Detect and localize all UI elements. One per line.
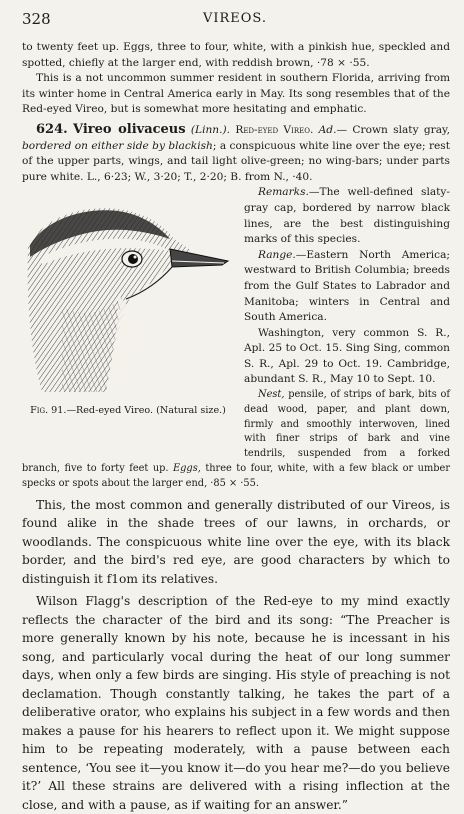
species-number: 624. <box>36 121 68 137</box>
paragraph-resident: This is a not uncommon summer resident in southern Florida, arriving from its winter home in Central America early in May. Its song resembles that of the Red-eyed Vireo, but is somewhat more hesitating and emphatic. <box>22 72 450 116</box>
description-italic: bordered on either side by blackish <box>22 139 213 152</box>
range-label: Range. <box>258 248 296 261</box>
figure-caption-text: —Red-eyed Vireo. (Natural size.) <box>66 405 226 417</box>
eggs-text: three to four, white, with a few black or umber specks or spots about the larger end, ·85 × ·55. <box>22 463 451 489</box>
species-common-name: Red-eyed Vireo. <box>235 123 314 136</box>
paragraph-continued: to twenty feet up. Eggs, three to four, white, with a pinkish hue, speckled and spotted, chiefly at the larger end, with reddish brown, ·78 × ·55. <box>22 41 450 69</box>
range-text: —Eastern North America; westward to British Columbia; breeds from the Gulf States to Labrador and Manitoba; winters in Central and South America. <box>244 248 450 324</box>
nest-text: pensile, of strips of bark, bits of dead wood, paper, and plant down, firmly and smoothly interwoven, lined with finer strips of bark and vine tendrils, suspended from a forked branch, five to forty feet up. <box>22 389 450 475</box>
figure-caption-label: Fig. 91. <box>30 405 67 417</box>
local-records-paragraph: Washington, very common S. R., Apl. 25 to Oct. 15. Sing Sing, common S. R., Apl. 29 to Oct. 19. Cambridge, abundant S. R., May 10 to Sept. 10. <box>244 326 450 386</box>
paragraph-common: This, the most common and generally distributed of our Vireos, is found alike in the shade trees of our lawns, in orchards, or woodlands. The conspicuous white line over the eye, with its black border, and the bird's red eye, are good characters by which to distinguish it f1om its relatives. <box>22 497 450 586</box>
page-body <box>22 40 450 814</box>
eggs-label: Eggs, <box>173 463 201 475</box>
remarks-text: —The well-defined slaty-gray cap, bordered by narrow black lines, are the best distinguishing marks of this species. <box>244 186 450 246</box>
species-authority: (Linn.). <box>190 123 230 136</box>
nest-label: Nest, <box>258 389 285 401</box>
description-part-1: — Crown slaty gray, <box>336 123 450 136</box>
paragraph-flagg-quote: Wilson Flagg's description of the Red-eye to my mind exactly reflects the character of the bird and its song: “The Preacher is more generally known by his note, because he is incessant in his song, and particularly vocal during the heat of our long summer days, when only a few birds are singing. His style of preaching is not declamation. Though constantly talking, he takes the part of a deliberative orator, who explains his subject in a few words and then makes a pause for his hearers to reflect upon it. We might suppose him to be repeating moderately, with a pause between each sentence, ‘You see it—you know it—do you hear me?—do you believe it?’ All these strains are delivered with a rising inflection at the close, and with a pause, as if waiting for an answer.” <box>22 594 450 812</box>
red-eyed-vireo-illustration <box>22 187 234 399</box>
running-title: VIREOS. <box>202 11 268 26</box>
species-heading <box>22 122 450 185</box>
remarks-label: Remarks. <box>258 186 309 199</box>
adult-label: Ad. <box>318 123 337 136</box>
figure-red-eyed-vireo <box>22 187 234 447</box>
page-number: 328 <box>22 10 51 28</box>
species-scientific-name: Vireo olivaceus <box>73 121 186 137</box>
figure-caption <box>22 405 234 417</box>
description-part-2: ; a conspicuous white line over the eye; rest of the upper parts, wings, and tail light olive-green; no wing-bars; under parts pure white. L., 6·23; W., 3·20; T., 2·20; B. from N., ·40. <box>22 139 450 183</box>
page-header <box>22 10 448 28</box>
